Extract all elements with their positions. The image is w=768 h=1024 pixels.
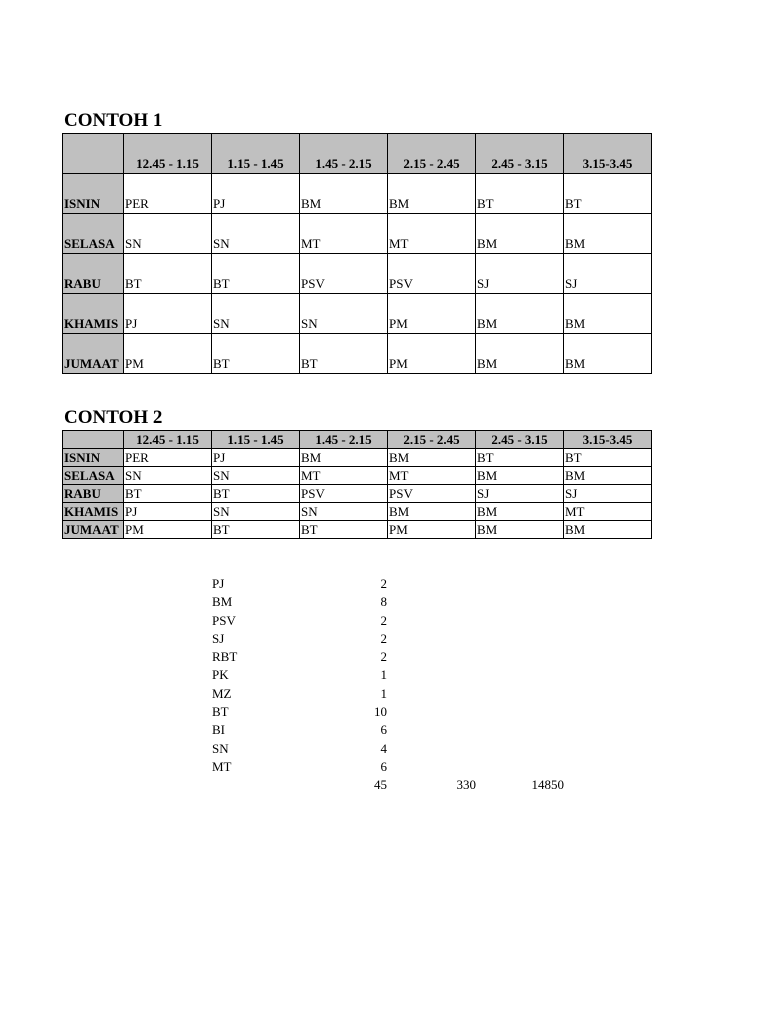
- subject-count: 8: [380, 594, 387, 610]
- subject-code: PSV: [212, 612, 236, 628]
- table-row: [63, 334, 652, 374]
- example2-title: CONTOH 2: [64, 407, 163, 428]
- subject-cell: PJ: [212, 174, 300, 214]
- list-item: [0, 722, 768, 740]
- subject-code: BT: [212, 704, 229, 720]
- list-item: [0, 576, 768, 594]
- subject-code: MT: [212, 758, 232, 774]
- subject-count: 6: [380, 758, 387, 774]
- subject-cell: BT: [564, 174, 652, 214]
- subject-cell: BM: [476, 294, 564, 334]
- total-value: 45: [374, 777, 387, 793]
- subject-cell: MT: [300, 214, 388, 254]
- subject-cell: PJ: [212, 449, 300, 467]
- time-slot-header: 2.45 - 3.15: [476, 431, 564, 449]
- table-row: [63, 254, 652, 294]
- subject-cell: BT: [300, 334, 388, 374]
- subject-code: PK: [212, 667, 229, 683]
- total-value: 14850: [531, 777, 564, 793]
- table-row: [63, 521, 652, 539]
- time-slot-header: 1.15 - 1.45: [212, 431, 300, 449]
- subject-cell: BM: [476, 503, 564, 521]
- table-row: [63, 174, 652, 214]
- day-label: JUMAAT: [63, 521, 124, 539]
- example1-title: CONTOH 1: [64, 110, 163, 131]
- day-label: ISNIN: [63, 174, 124, 214]
- day-label: ISNIN: [63, 449, 124, 467]
- subject-cell: SJ: [564, 254, 652, 294]
- time-slot-header: 1.45 - 2.15: [300, 134, 388, 174]
- time-slot-header: 1.15 - 1.45: [212, 134, 300, 174]
- list-item: [0, 704, 768, 722]
- subject-cell: BT: [212, 521, 300, 539]
- subject-code: SJ: [212, 630, 225, 646]
- subject-cell: SJ: [564, 485, 652, 503]
- subject-cell: PSV: [300, 485, 388, 503]
- subject-code: BM: [212, 594, 233, 610]
- subject-cell: PSV: [300, 254, 388, 294]
- day-label: SELASA: [63, 467, 124, 485]
- subject-cell: BM: [388, 174, 476, 214]
- day-label: RABU: [63, 485, 124, 503]
- subject-code: SN: [212, 740, 229, 756]
- list-item: [0, 594, 768, 612]
- subject-cell: BT: [564, 449, 652, 467]
- subject-code: BI: [212, 722, 225, 738]
- corner-cell: [63, 431, 124, 449]
- list-item: [0, 613, 768, 631]
- subject-cell: BM: [564, 214, 652, 254]
- day-label: RABU: [63, 254, 124, 294]
- list-item: [0, 667, 768, 685]
- subject-cell: BT: [212, 485, 300, 503]
- time-slot-header: 12.45 - 1.15: [124, 431, 212, 449]
- subject-cell: SN: [300, 294, 388, 334]
- list-item: [0, 741, 768, 759]
- subject-cell: SN: [300, 503, 388, 521]
- table-row: [63, 294, 652, 334]
- subject-count: 2: [380, 649, 387, 665]
- time-slot-header: 1.45 - 2.15: [300, 431, 388, 449]
- day-label: KHAMIS: [63, 294, 124, 334]
- subject-cell: BM: [300, 174, 388, 214]
- subject-cell: BT: [476, 449, 564, 467]
- list-item: [0, 686, 768, 704]
- subject-cell: BT: [476, 174, 564, 214]
- subject-cell: PM: [388, 294, 476, 334]
- header-row: [63, 134, 652, 174]
- subject-cell: SJ: [476, 485, 564, 503]
- subject-count: 10: [374, 704, 387, 720]
- subject-count: 4: [380, 740, 387, 756]
- subject-count: 2: [380, 576, 387, 591]
- subject-cell: PJ: [124, 503, 212, 521]
- subject-count: 1: [380, 667, 387, 683]
- totals-row: [0, 777, 768, 795]
- day-label: KHAMIS: [63, 503, 124, 521]
- subject-count: 6: [380, 722, 387, 738]
- timetable-example2: [62, 430, 652, 539]
- subject-cell: PM: [388, 521, 476, 539]
- subject-cell: BM: [564, 294, 652, 334]
- subject-code: MZ: [212, 685, 232, 701]
- subject-cell: BM: [476, 214, 564, 254]
- subject-cell: MT: [388, 467, 476, 485]
- subject-cell: BT: [212, 254, 300, 294]
- subject-cell: SN: [212, 503, 300, 521]
- day-label: SELASA: [63, 214, 124, 254]
- subject-cell: BT: [124, 254, 212, 294]
- total-value: 330: [456, 777, 476, 793]
- subject-cell: PM: [388, 334, 476, 374]
- table-row: [63, 449, 652, 467]
- subject-count-summary: [0, 576, 768, 796]
- subject-count: 1: [380, 685, 387, 701]
- subject-cell: SN: [212, 467, 300, 485]
- table-row: [63, 214, 652, 254]
- list-item: [0, 759, 768, 777]
- subject-cell: SN: [124, 467, 212, 485]
- header-row: [63, 431, 652, 449]
- subject-cell: SN: [124, 214, 212, 254]
- subject-cell: BM: [300, 449, 388, 467]
- subject-cell: BT: [212, 334, 300, 374]
- table-row: [63, 503, 652, 521]
- subject-cell: PER: [124, 174, 212, 214]
- time-slot-header: 3.15-3.45: [564, 431, 652, 449]
- subject-cell: BM: [388, 503, 476, 521]
- list-item: [0, 649, 768, 667]
- list-item: [0, 631, 768, 649]
- subject-cell: BM: [476, 521, 564, 539]
- subject-cell: BM: [564, 334, 652, 374]
- table-row: [63, 485, 652, 503]
- timetable-example1: [62, 133, 652, 374]
- subject-cell: BT: [124, 485, 212, 503]
- subject-code: PJ: [212, 576, 225, 591]
- time-slot-header: 3.15-3.45: [564, 134, 652, 174]
- subject-cell: MT: [564, 503, 652, 521]
- subject-cell: BM: [388, 449, 476, 467]
- subject-cell: PJ: [124, 294, 212, 334]
- table-row: [63, 467, 652, 485]
- subject-cell: SN: [212, 294, 300, 334]
- subject-code: RBT: [212, 649, 238, 665]
- subject-cell: PSV: [388, 254, 476, 294]
- time-slot-header: 2.45 - 3.15: [476, 134, 564, 174]
- subject-count: 2: [380, 630, 387, 646]
- subject-cell: PM: [124, 521, 212, 539]
- subject-cell: BM: [476, 467, 564, 485]
- subject-cell: SN: [212, 214, 300, 254]
- subject-cell: SJ: [476, 254, 564, 294]
- subject-count: 2: [380, 612, 387, 628]
- subject-cell: BM: [564, 521, 652, 539]
- time-slot-header: 2.15 - 2.45: [388, 431, 476, 449]
- time-slot-header: 12.45 - 1.15: [124, 134, 212, 174]
- subject-cell: BM: [476, 334, 564, 374]
- subject-cell: MT: [388, 214, 476, 254]
- subject-cell: BM: [564, 467, 652, 485]
- subject-cell: PER: [124, 449, 212, 467]
- time-slot-header: 2.15 - 2.45: [388, 134, 476, 174]
- corner-cell: [63, 134, 124, 174]
- subject-cell: PM: [124, 334, 212, 374]
- day-label: JUMAAT: [63, 334, 124, 374]
- subject-cell: BT: [300, 521, 388, 539]
- subject-cell: MT: [300, 467, 388, 485]
- subject-cell: PSV: [388, 485, 476, 503]
